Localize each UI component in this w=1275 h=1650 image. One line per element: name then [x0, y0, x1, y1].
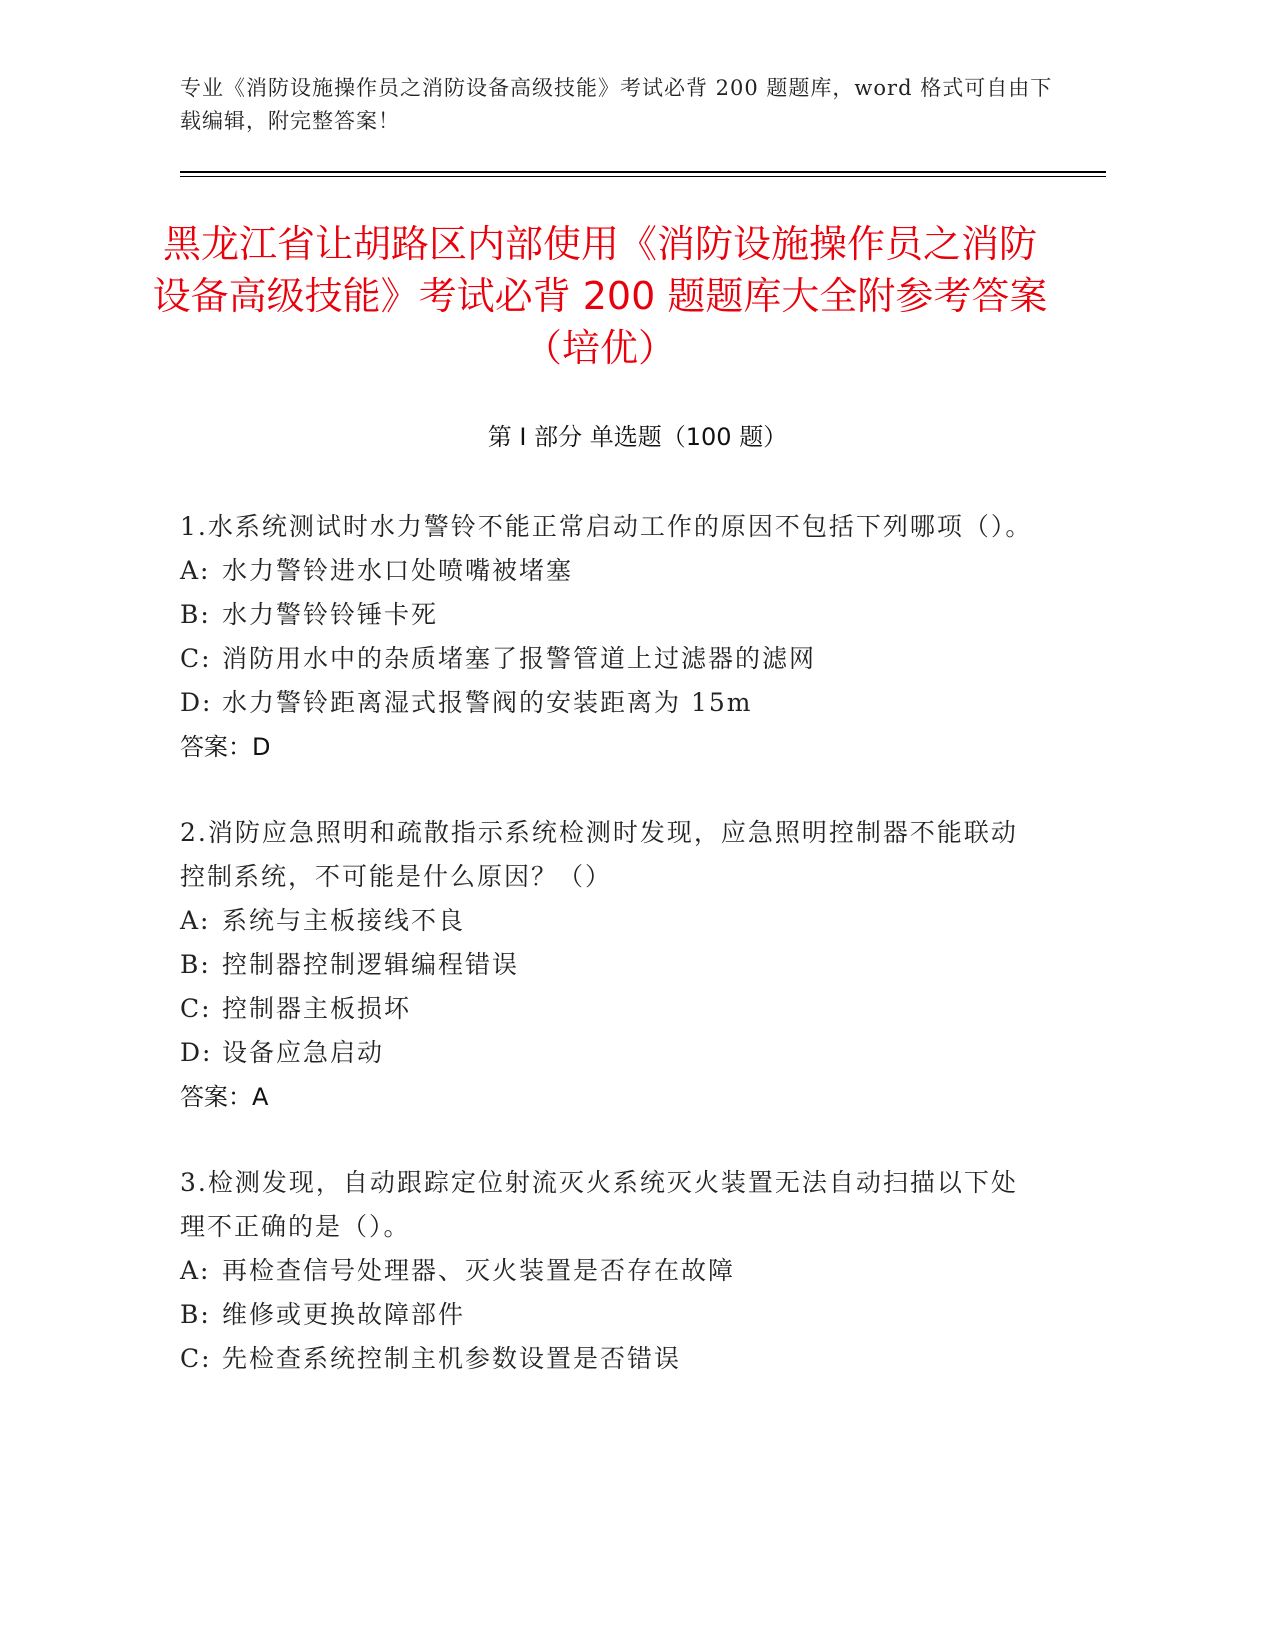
option-c — [180, 637, 1040, 681]
option-d — [180, 681, 1040, 725]
option-c — [180, 987, 1040, 1031]
option-key: B: — [180, 950, 211, 979]
question-1 — [180, 505, 1040, 769]
header-rule-thick — [180, 171, 1106, 173]
option-text: 控制器控制逻辑编程错误 — [222, 950, 520, 979]
option-text: 设备应急启动 — [222, 1038, 385, 1067]
option-key: D: — [180, 1038, 213, 1067]
option-text: 维修或更换故障部件 — [222, 1300, 466, 1329]
option-text: 水力警铃距离湿式报警阀的安装距离为 15m — [222, 688, 753, 717]
question-list — [180, 505, 1040, 1423]
option-text: 先检查系统控制主机参数设置是否错误 — [222, 1344, 682, 1373]
answer: 答案：D — [180, 733, 271, 761]
option-a — [180, 1249, 1040, 1293]
section-heading: 第 I 部分 单选题（100 题） — [487, 423, 788, 451]
option-text: 再检查信号处理器、灭火装置是否存在故障 — [222, 1256, 736, 1285]
option-text: 系统与主板接线不良 — [222, 906, 466, 935]
option-a — [180, 899, 1040, 943]
option-d — [180, 1031, 1040, 1075]
option-key: A: — [180, 556, 211, 585]
option-key: C: — [180, 1344, 212, 1373]
option-b — [180, 1293, 1040, 1337]
question-stem: 2.消防应急照明和疏散指示系统检测时发现，应急照明控制器不能联动控制系统，不可能是什么原因？（） — [180, 818, 1018, 891]
option-text: 控制器主板损坏 — [222, 994, 412, 1023]
option-b — [180, 943, 1040, 987]
option-b — [180, 593, 1040, 637]
question-stem: 3.检测发现，自动跟踪定位射流灭火系统灭火装置无法自动扫描以下处理不正确的是（）。 — [180, 1168, 1018, 1241]
option-text: 水力警铃进水口处喷嘴被堵塞 — [222, 556, 574, 585]
question-stem: 1.水系统测试时水力警铃不能正常启动工作的原因不包括下列哪项（）。 — [180, 512, 1033, 541]
question-3 — [180, 1161, 1040, 1381]
header-rule-thin — [180, 176, 1106, 177]
document-title: 黑龙江省让胡路区内部使用《消防设施操作员之消防设备高级技能》考试必背 200 题题库大全附参考答案（培优） — [152, 222, 1048, 370]
option-key: A: — [180, 906, 211, 935]
option-key: B: — [180, 600, 211, 629]
question-2 — [180, 811, 1040, 1119]
header-note: 专业《消防设施操作员之消防设备高级技能》考试必背 200 题题库，word 格式可自由下载编辑，附完整答案！ — [180, 76, 1053, 133]
answer: 答案：A — [180, 1083, 269, 1111]
option-c — [180, 1337, 1040, 1381]
option-key: C: — [180, 644, 212, 673]
option-key: B: — [180, 1300, 211, 1329]
option-a — [180, 549, 1040, 593]
option-key: C: — [180, 994, 212, 1023]
option-key: A: — [180, 1256, 211, 1285]
option-text: 消防用水中的杂质堵塞了报警管道上过滤器的滤网 — [222, 644, 817, 673]
option-key: D: — [180, 688, 213, 717]
option-text: 水力警铃铃锤卡死 — [222, 600, 439, 629]
